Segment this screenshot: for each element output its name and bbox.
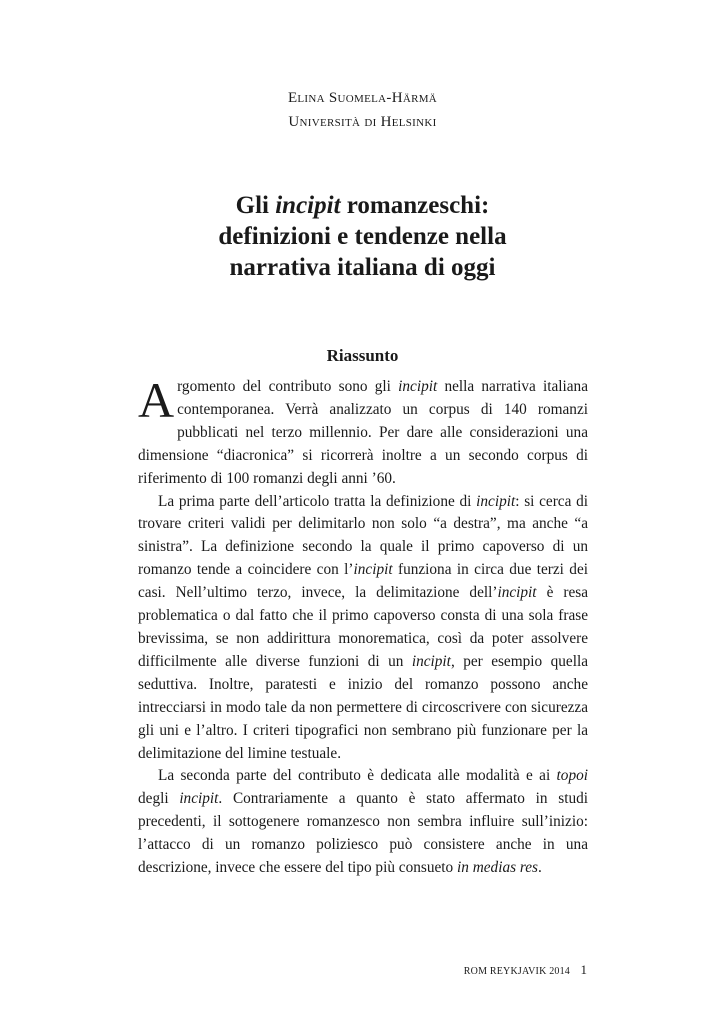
text-run: , per esempio quella seduttiva. Inoltre, paratesti e inizio del romanzo possono anche intrecciarsi in modo tale da non permettere di circoscrivere con sicurezza gli uni e l’altro. I criteri tipografici non sembrano più funzionare per la delimitazione del limine testuale. — [138, 652, 588, 762]
abstract-body — [138, 372, 589, 880]
italic-term: incipit — [497, 584, 537, 602]
text-run: La seconda parte del contributo è dedicata alle modalità e ai — [158, 767, 557, 785]
italic-term: incipit — [411, 652, 451, 670]
paper-title — [0, 190, 725, 283]
text-run: nella narrativa italiana contemporanea. Verrà analizzato un corpus di 140 romanzi pubblicati nel terzo millennio. Per dare alle considerazioni una dimensione “diacronica” si ricorrerà inoltre a un secondo corpus di riferimento di 100 romanzi degli anni ’60. — [138, 378, 588, 487]
text-run: . — [538, 859, 542, 877]
italic-term: incipit — [476, 492, 516, 510]
title-text: romanzeschi: — [340, 192, 490, 219]
author-name: Elina Suomela-Härmä — [287, 90, 438, 106]
running-footer: ROM REYKJAVIK 2014 — [463, 966, 570, 977]
author-affiliation: Università di Helsinki — [288, 114, 437, 130]
text-run: è resa problematica o dal fatto che il primo capoverso consta di una sola frase brevissima, se non addirittura monorematica, così da poter assolvere difficilmente alle diverse funzioni di un — [138, 584, 588, 670]
title-line-3: narrativa italiana di oggi — [229, 254, 496, 281]
italic-term: in medias res — [457, 859, 539, 877]
text-run: La prima parte dell’articolo tratta la definizione di — [158, 492, 477, 510]
italic-term: incipit — [398, 378, 438, 395]
italic-term: incipit — [353, 561, 393, 579]
abstract-paragraph-2 — [138, 491, 588, 766]
title-italic: incipit — [275, 192, 341, 219]
title-text: Gli — [235, 192, 276, 219]
drop-cap: A — [138, 372, 175, 428]
abstract-heading: Riassunto — [326, 346, 399, 365]
text-run: degli — [138, 790, 180, 808]
abstract-paragraph-3 — [138, 765, 588, 880]
italic-term: incipit — [179, 790, 219, 808]
italic-term: topoi — [556, 767, 588, 785]
text-run: : si cerca di trovare criteri validi per delimitarlo non solo “a destra”, ma anche “a sinistra”. La definizione secondo la quale il primo capoverso di un romanzo tende a coincidere con l’ — [138, 492, 589, 579]
text-run: rgomento del contributo sono gli — [177, 378, 399, 395]
text-run: funziona in circa due terzi dei casi. Nell’ultimo terzo, invece, la delimitazione dell’ — [138, 561, 588, 602]
text-run: . Contrariamente a quanto è stato affermato in studi precedenti, il sottogenere romanzesco non sembra influire sull’inizio: l’attacco di un romanzo poliziesco può consistere anche in una descrizione, invece che essere del tipo più consueto — [138, 790, 588, 877]
page-number: 1 — [580, 962, 587, 977]
title-line-2: definizioni e tendenze nella — [218, 223, 507, 250]
abstract-paragraph-1 — [138, 372, 588, 491]
title-line-1 — [0, 190, 725, 221]
